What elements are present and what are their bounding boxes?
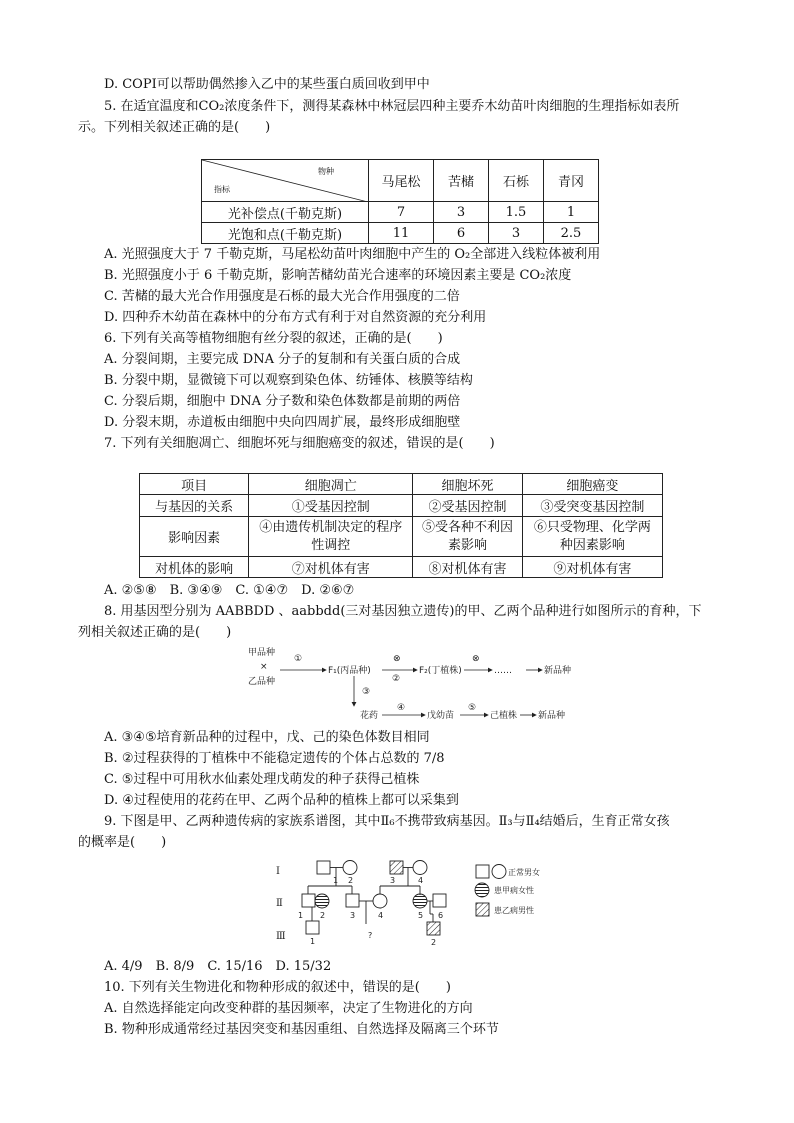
table-cell: ②受基因控制 bbox=[413, 495, 522, 517]
label-III2: 2 bbox=[431, 938, 437, 946]
q7-options: A. ②⑤⑧ B. ③④⑨ C. ①④⑦ D. ②⑥⑦ bbox=[104, 583, 355, 598]
label-II5: 5 bbox=[418, 911, 424, 920]
self-symbol-2: ⊗ bbox=[472, 654, 480, 664]
table-header: 细胞坏死 bbox=[413, 474, 522, 495]
label-unknown: ? bbox=[368, 931, 373, 940]
individual-II4 bbox=[373, 894, 387, 908]
individual-III2 bbox=[427, 922, 440, 935]
q10-option-a: A. 自然选择能定向改变种群的基因频率，决定了生物进化的方向 bbox=[104, 1001, 473, 1016]
label-I1: 1 bbox=[333, 876, 339, 885]
step-3: ③ bbox=[362, 687, 371, 697]
table-cell: 7 bbox=[369, 202, 434, 223]
step-5: ⑤ bbox=[468, 703, 477, 713]
q7-table bbox=[139, 473, 663, 578]
table-cell: 与基因的关系 bbox=[140, 495, 249, 517]
self-symbol: ⊗ bbox=[393, 654, 401, 664]
individual-I2 bbox=[343, 861, 357, 875]
table-header: 细胞癌变 bbox=[522, 474, 662, 495]
q8-option-a: A. ③④⑤培育新品种的过程中，戊、己的染色体数目相同 bbox=[104, 730, 430, 745]
table-cell: ③受突变基因控制 bbox=[522, 495, 662, 517]
q8-stem-1: 8. 用基因型分别为 AABBDD 、aabbdd(三对基因独立遗传)的甲、乙两个品种进行如图所示的育种，下 bbox=[104, 604, 702, 619]
f2: F₂(丁植株) bbox=[419, 666, 462, 676]
individual-I4 bbox=[413, 861, 427, 875]
individual-II5 bbox=[413, 894, 427, 908]
cross-symbol: × bbox=[260, 662, 268, 672]
label-II4: 4 bbox=[378, 911, 384, 920]
legend-normal-male bbox=[476, 865, 489, 878]
table-header: 细胞凋亡 bbox=[249, 474, 413, 495]
label-II2: 2 bbox=[320, 911, 326, 920]
label-I4: 4 bbox=[418, 876, 424, 885]
new-variety-2: 新品种 bbox=[538, 711, 566, 721]
table-cell: 3 bbox=[489, 223, 544, 244]
table-cell: 3 bbox=[434, 202, 489, 223]
label-II3: 3 bbox=[350, 911, 356, 920]
q10-stem: 10. 下列有关生物进化和物种形成的叙述中，错误的是( ) bbox=[104, 980, 451, 995]
table-header: 项目 bbox=[140, 474, 249, 495]
q5-stem-1: 5. 在适宜温度和CO₂浓度条件下，测得某森林中林冠层四种主要乔木幼苗叶肉细胞的生理指标如表所 bbox=[104, 99, 680, 114]
q5-table bbox=[201, 159, 599, 244]
table-cell: 影响因素 bbox=[140, 517, 249, 557]
row-label: 光饱和点(千勒克斯) bbox=[202, 223, 369, 244]
legend-jia-label: 患甲病女性 bbox=[494, 886, 534, 895]
individual-II6 bbox=[433, 894, 446, 907]
q5-option-a: A. 光照强度大于 7 千勒克斯，马尾松幼苗叶肉细胞中产生的 O₂全部进入线粒体被利用 bbox=[104, 247, 601, 262]
q5-option-d: D. 四种乔木幼苗在森林中的分布方式有利于对自然资源的充分利用 bbox=[104, 310, 487, 325]
jia-variety: 甲品种 bbox=[248, 648, 276, 658]
dots: …… bbox=[494, 666, 512, 676]
q8-option-c: C. ⑤过程中可用秋水仙素处理戊萌发的种子获得己植株 bbox=[104, 772, 420, 787]
species-header: 马尾松 bbox=[369, 160, 434, 202]
q5-stem-2: 示。下列相关叙述正确的是( ) bbox=[78, 120, 271, 135]
row-label: 光补偿点(千勒克斯) bbox=[202, 202, 369, 223]
q8-option-b: B. ②过程获得的丁植株中不能稳定遗传的个体占总数的 7/8 bbox=[104, 751, 445, 766]
pedigree-chart bbox=[270, 856, 590, 946]
table-cell: ④由遗传机制决定的程序性调控 bbox=[249, 517, 413, 557]
individual-II3 bbox=[346, 894, 359, 907]
yi-variety: 乙品种 bbox=[248, 677, 276, 687]
step-1: ① bbox=[294, 654, 303, 664]
legend-disease-a-female bbox=[475, 883, 489, 897]
breeding-diagram bbox=[242, 644, 602, 724]
corner-bottom-label: 指标 bbox=[214, 185, 230, 194]
plant-ji: 己植株 bbox=[490, 711, 518, 721]
table-cell: ⑤受各种不利因素影响 bbox=[413, 517, 522, 557]
individual-III1 bbox=[306, 921, 319, 934]
individual-II2 bbox=[315, 894, 329, 908]
table-cell: 对机体的影响 bbox=[140, 557, 249, 578]
individual-I1 bbox=[317, 861, 330, 874]
species-header: 青冈 bbox=[544, 160, 599, 202]
generation-3: Ⅲ bbox=[276, 931, 286, 942]
diagonal-line bbox=[202, 160, 368, 202]
q6-option-a: A. 分裂间期，主要完成 DNA 分子的复制和有关蛋白质的合成 bbox=[104, 352, 461, 367]
generation-1: Ⅰ bbox=[276, 866, 280, 877]
label-II1: 1 bbox=[298, 911, 304, 920]
table-cell: ⑧对机体有害 bbox=[413, 557, 522, 578]
new-variety-1: 新品种 bbox=[544, 666, 572, 676]
q6-option-c: C. 分裂后期，细胞中 DNA 分子数和染色体数都是前期的两倍 bbox=[104, 394, 461, 409]
q7-stem: 7. 下列有关细胞凋亡、细胞坏死与细胞癌变的叙述，错误的是( ) bbox=[104, 436, 495, 451]
table-cell: 1.5 bbox=[489, 202, 544, 223]
species-header: 石栎 bbox=[489, 160, 544, 202]
individual-II1 bbox=[302, 894, 315, 907]
label-I3: 3 bbox=[390, 876, 396, 885]
corner-top-label: 物种 bbox=[318, 167, 334, 176]
q6-option-d: D. 分裂末期，赤道板由细胞中央向四周扩展，最终形成细胞壁 bbox=[104, 415, 461, 430]
table-cell: ⑨对机体有害 bbox=[522, 557, 662, 578]
anther: 花药 bbox=[360, 711, 379, 721]
table-corner-cell bbox=[202, 160, 369, 202]
table-cell: ⑥只受物理、化学两种因素影响 bbox=[522, 517, 662, 557]
f1: F₁(丙品种) bbox=[328, 666, 371, 676]
label-I2: 2 bbox=[348, 876, 354, 885]
step-2: ② bbox=[392, 674, 401, 684]
legend-yi-label: 患乙病男性 bbox=[494, 906, 534, 915]
q6-option-b: B. 分裂中期，显微镜下可以观察到染色体、纺锤体、核膜等结构 bbox=[104, 373, 473, 388]
species-header: 苦槠 bbox=[434, 160, 489, 202]
table-cell: ⑦对机体有害 bbox=[249, 557, 413, 578]
step-4: ④ bbox=[397, 703, 406, 713]
q6-stem: 6. 下列有关高等植物细胞有丝分裂的叙述，正确的是( ) bbox=[104, 331, 443, 346]
q9-stem-1: 9. 下图是甲、乙两种遗传病的家族系谱图，其中Ⅱ₆不携带致病基因。Ⅱ₃与Ⅱ₄结婚后，生育正常女孩 bbox=[104, 814, 670, 829]
table-cell: 6 bbox=[434, 223, 489, 244]
q10-option-b: B. 物种形成通常经过基因突变和基因重组、自然选择及隔离三个环节 bbox=[104, 1022, 499, 1037]
legend-normal-label: 正常男女 bbox=[508, 868, 540, 877]
table-cell: ①受基因控制 bbox=[249, 495, 413, 517]
label-III1: 1 bbox=[310, 937, 316, 946]
generation-2: Ⅱ bbox=[276, 898, 283, 909]
label-II6: 6 bbox=[438, 911, 444, 920]
individual-I3 bbox=[390, 861, 403, 874]
legend-normal-female bbox=[492, 865, 506, 879]
q5-option-b: B. 光照强度小于 6 千勒克斯，影响苦槠幼苗光合速率的环境因素主要是 CO₂浓度 bbox=[104, 268, 572, 283]
q5-option-c: C. 苦槠的最大光合作用强度是石栎的最大光合作用强度的二倍 bbox=[104, 289, 460, 304]
legend-disease-b-male bbox=[476, 903, 489, 916]
q4-option-d: D. COPⅠ可以帮助偶然掺入乙中的某些蛋白质回收到甲中 bbox=[104, 77, 430, 92]
q9-options: A. 4/9 B. 8/9 C. 15/16 D. 15/32 bbox=[104, 959, 332, 974]
q8-stem-2: 列相关叙述正确的是( ) bbox=[78, 625, 232, 640]
table-cell: 2.5 bbox=[544, 223, 599, 244]
seedling-wu: 戊幼苗 bbox=[427, 711, 455, 721]
q9-stem-2: 的概率是( ) bbox=[78, 835, 167, 850]
q8-option-d: D. ④过程使用的花药在甲、乙两个品种的植株上都可以采集到 bbox=[104, 793, 459, 808]
table-cell: 11 bbox=[369, 223, 434, 244]
table-cell: 1 bbox=[544, 202, 599, 223]
